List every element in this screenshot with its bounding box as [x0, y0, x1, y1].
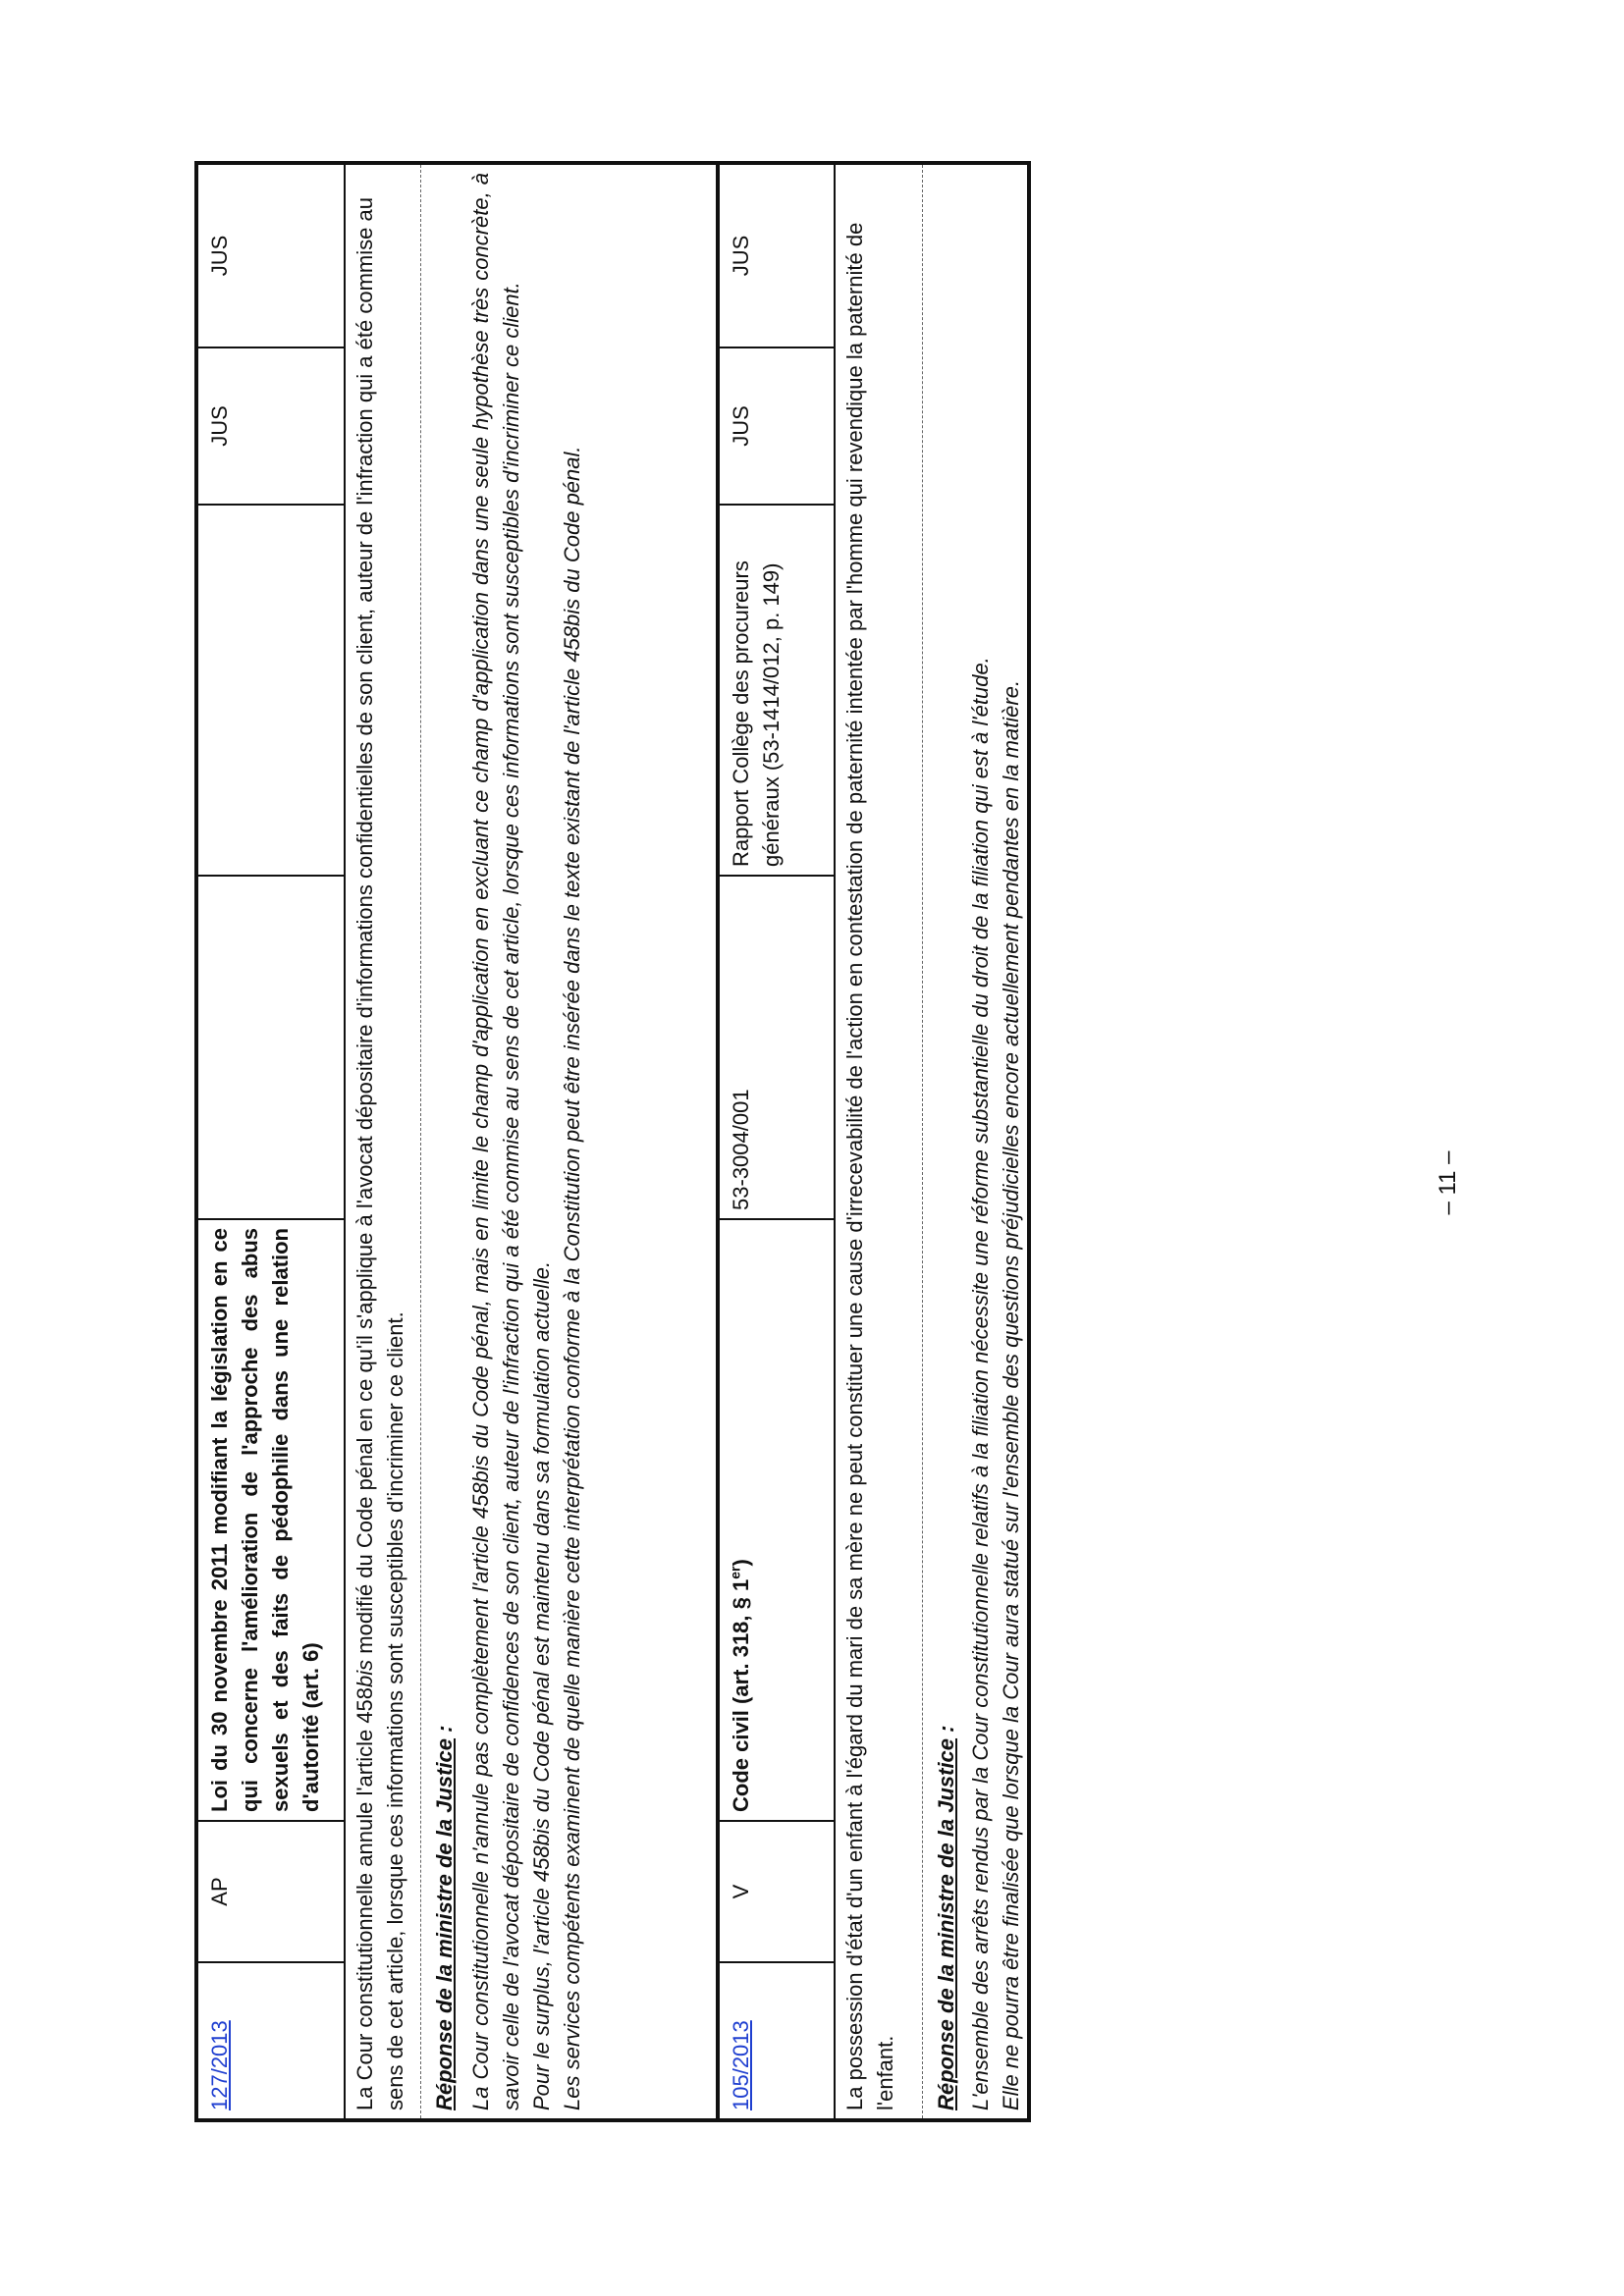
response-paragraph: Pour le surplus, l'article 458bis du Code pénal est maintenu dans sa formulation actuelle. [529, 1260, 554, 2110]
entry-105-2013 [716, 161, 1031, 2122]
page-number [1429, 1134, 1468, 1232]
doc-cell: 53-3004/001 [720, 875, 836, 1218]
dept-cell: JUS [198, 165, 346, 347]
ref-link[interactable]: 127/2013 [207, 2020, 232, 2110]
report-cell: Rapport Collège des procureurs généraux (53-1414/012, p. 149) [720, 504, 836, 875]
dept-cell: JUS [720, 165, 836, 347]
response-paragraph: L'ensemble des arrêts rendus par la Cour constitutionnelle relatifs à la filiation nécessite une réforme substantielle du droit de la filiation qui est à l'étude. [968, 657, 993, 2110]
response-paragraph: La Cour constitutionnelle n'annule pas complètement l'article 458bis du Code pénal, mais en limite le champ d'application en excluant ce champ d'application dans une seule hypothèse très concrète, à savoir celle de l'avocat dépositaire de confidences de son client, auteur de l'infraction qui a été commise au sens de cet article, lorsque ces informations sont susceptibles d'incriminer ce client. [468, 173, 523, 2110]
type-cell: V [720, 1820, 836, 1961]
report-cell [198, 504, 346, 875]
summary-text [346, 165, 421, 2118]
doc-cell [198, 875, 346, 1218]
law-text-end: ) [729, 1559, 753, 1567]
judgments-table [194, 169, 1031, 2122]
dept-cell: JUS [198, 347, 346, 504]
response-title: Réponse de la ministre de la Justice [432, 1737, 457, 2110]
response-title: Réponse de la ministre de la Justice [934, 1737, 958, 2110]
response-colon: : [934, 1725, 958, 1738]
response-block [421, 165, 716, 2118]
response-paragraph: Elle ne pourra être finalisée que lorsque la Cour aura statué sur l'ensemble des questions préjudicielles encore actuellement pendantes en la matière. [999, 679, 1023, 2110]
ref-cell [198, 1961, 346, 2118]
summary-part: modifié du Code pénal en ce qu'il s'applique à l'avocat dépositaire d'informations confidentielles de son client, auteur de l'infraction qui a été commise au sens de cet article, lorsque ces informations sont susceptibles d'incriminer ce client. [352, 197, 407, 2110]
law-cell: Loi du 30 novembre 2011 modifiant la législation en ce qui concerne l'amélioration de l'approche des abus sexuels et des faits de pédophilie dans une relation d'autorité (art. 6) [198, 1218, 346, 1820]
law-sup: er [727, 1566, 743, 1579]
page-number-text: – 11 – [1435, 1150, 1461, 1215]
rotated-page [194, 169, 1137, 2122]
law-cell [720, 1218, 836, 1820]
response-block [923, 165, 1027, 2118]
summary-part: La Cour constitutionnelle annule l'article 458 [352, 1686, 377, 2110]
dept-cell: JUS [720, 347, 836, 504]
entry-header-row [720, 165, 836, 2118]
entry-header-row [198, 165, 346, 2118]
type-cell: AP [198, 1820, 346, 1961]
ref-link[interactable]: 105/2013 [729, 2020, 753, 2110]
response-paragraph: Les services compétents examinent de quelle manière cette interprétation conforme à la Constitution peut être insérée dans le texte existant de l'article 458bis du Code pénal. [560, 446, 584, 2110]
law-text: Code civil (art. 318, § 1 [729, 1578, 753, 1812]
entry-127-2013 [194, 161, 716, 2122]
ref-cell [720, 1961, 836, 2118]
summary-text: La possession d'état d'un enfant à l'égard du mari de sa mère ne peut constituer une cause d'irrecevabilité de l'action en contestation de paternité intentée par l'homme qui revendique la paternité de l'enfant. [836, 165, 923, 2118]
summary-bis: bis [352, 1659, 377, 1687]
response-colon: : [432, 1725, 457, 1738]
